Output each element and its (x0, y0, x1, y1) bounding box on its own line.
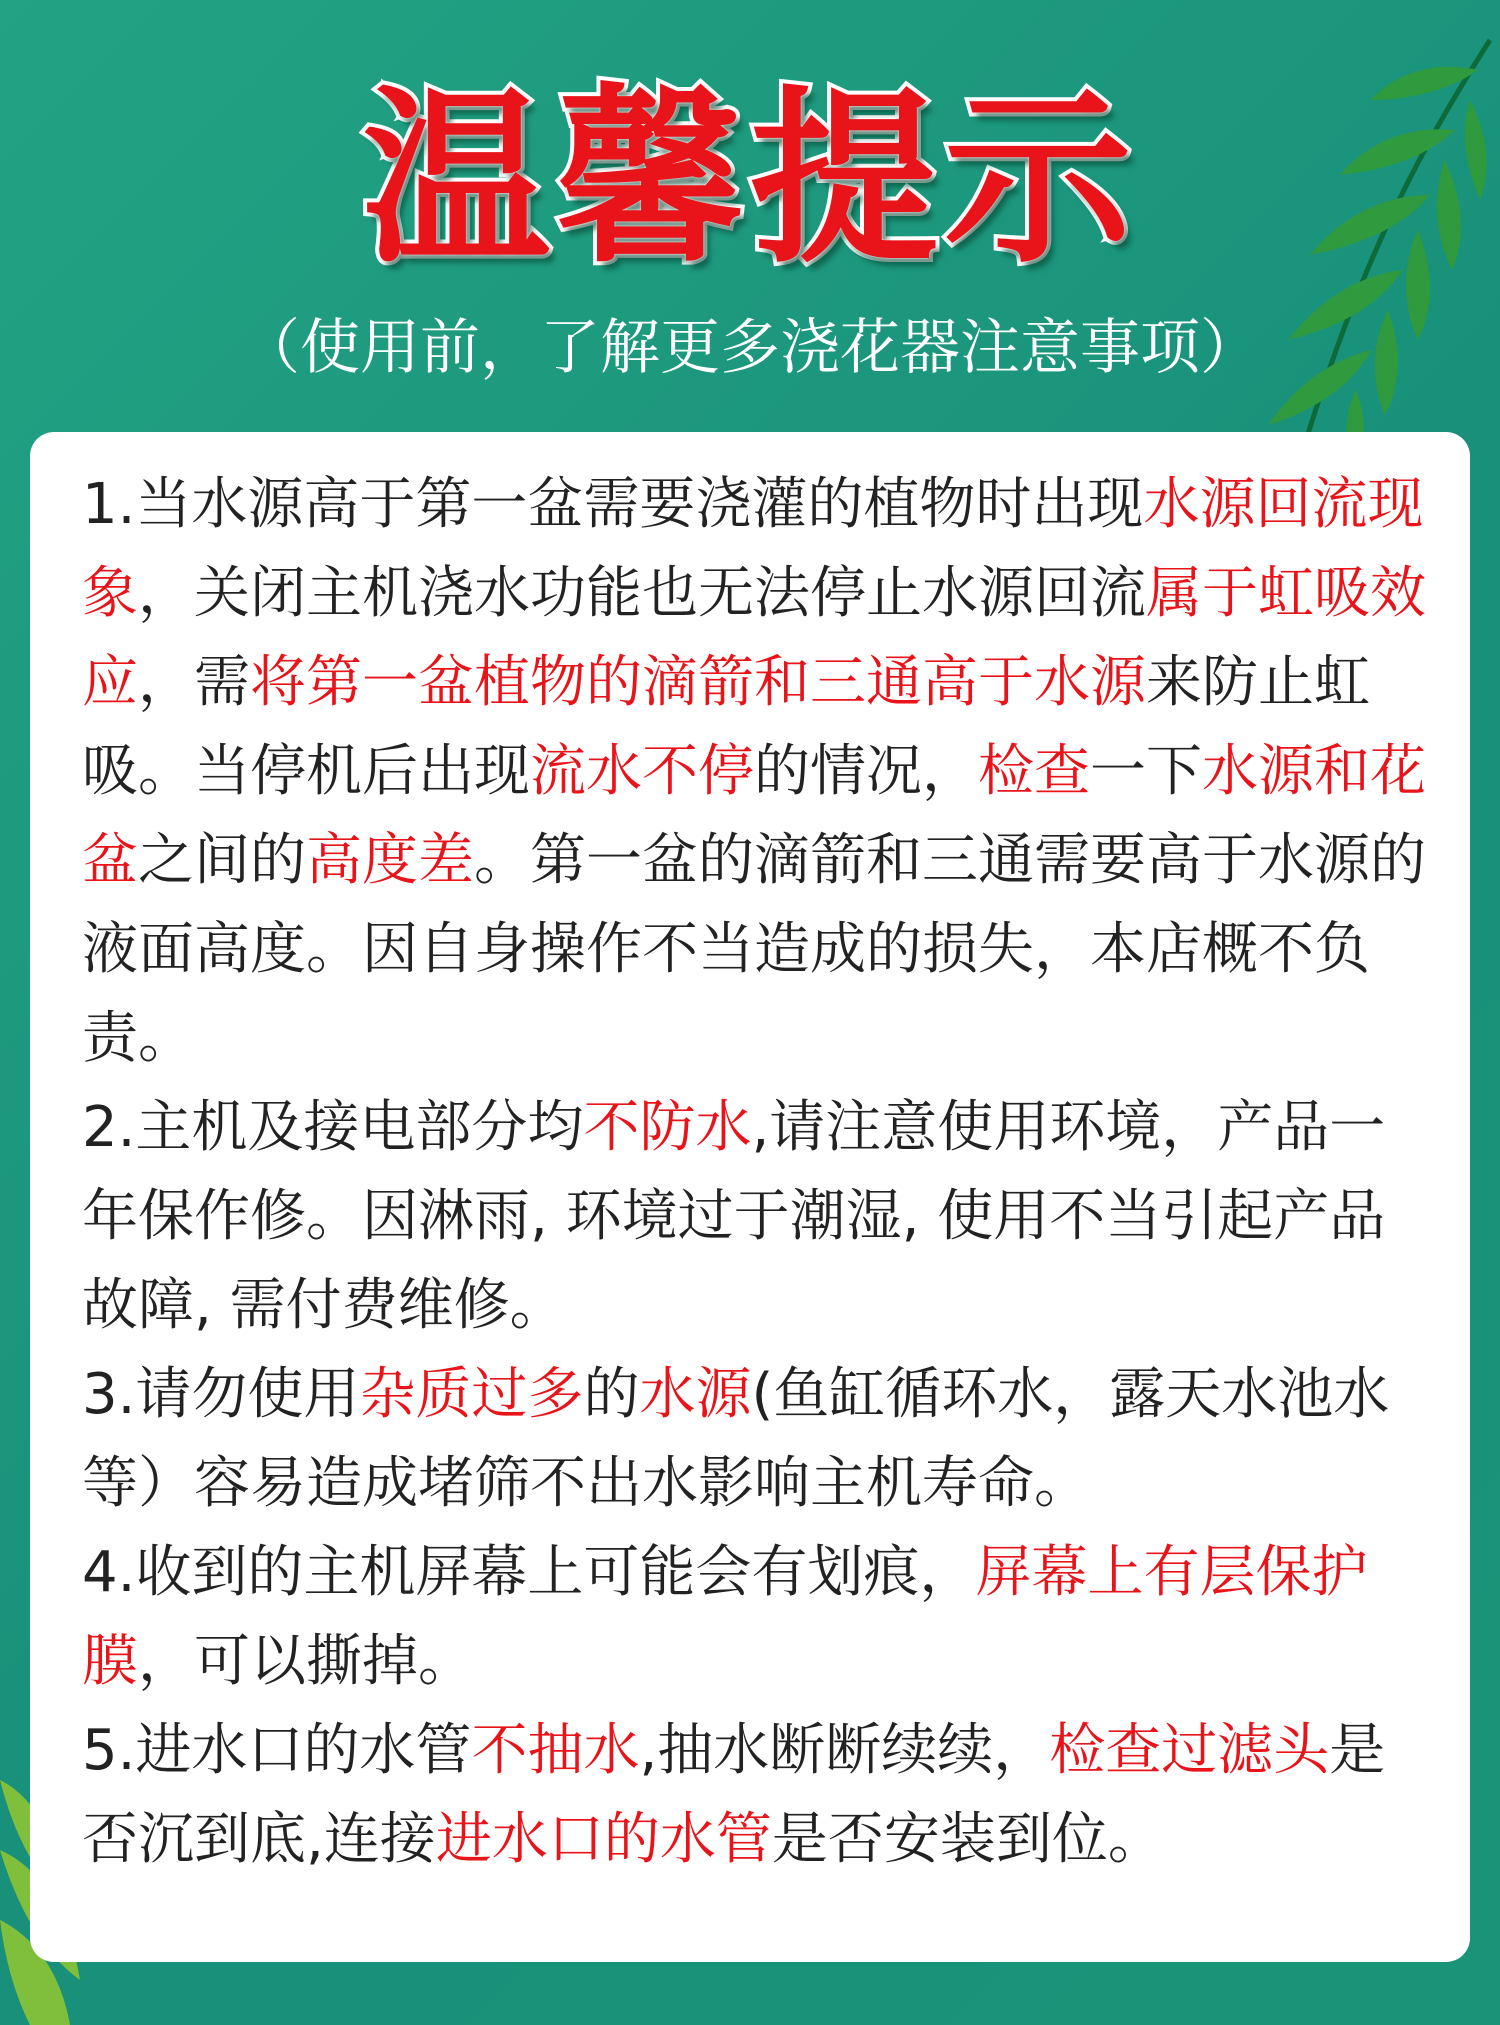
highlight-text: 杂质过多 (359, 1362, 584, 1427)
notice-content (82, 460, 1432, 1884)
highlight-text: 将第一盆植物的滴箭和三通高于水源 (250, 650, 1146, 715)
highlight-text: 流水不停 (530, 739, 754, 804)
notice-card (30, 432, 1470, 1962)
body-text: 1.当水源高于第一盆需要浇灌的植物时出现 (82, 472, 1144, 537)
body-text: 4.收到的主机屏幕上可能会有划痕， (82, 1540, 976, 1605)
highlight-text: 进水口的水管 (435, 1807, 772, 1872)
notice-item-2 (82, 1083, 1432, 1350)
body-text: 之间的 (138, 828, 306, 893)
body-text: 一下 (1090, 739, 1202, 804)
highlight-text: 水源和花盆 (82, 739, 1426, 893)
body-text: 3.请勿使用 (82, 1362, 360, 1427)
body-text: 的情况， (754, 739, 978, 804)
body-text: ,请注意使用环境，产品一年保作修。因淋雨, 环境过于潮湿, 使用不当引起产品故障, 需付费维修。 (82, 1095, 1386, 1338)
notice-item-5 (82, 1706, 1432, 1884)
notice-item-1 (82, 460, 1432, 1083)
highlight-text: 属于虹吸效应 (82, 561, 1426, 715)
notice-item-4 (82, 1528, 1432, 1706)
body-text: (鱼缸循环水，露天水池水等）容易造成堵筛不出水影响主机寿命。 (82, 1362, 1390, 1516)
highlight-text: 高度差 (306, 828, 474, 893)
highlight-text: 不防水 (583, 1095, 752, 1160)
body-text: 。第一盆的滴箭和三通需要高于水源的液面高度。因自身操作不当造成的损失，本店概不负责。 (82, 828, 1426, 1071)
body-text: 是否沉到底,连接 (82, 1718, 1386, 1872)
body-text: 来防止虹吸。当停机后出现 (82, 650, 1370, 804)
highlight-text: 检查 (978, 739, 1090, 804)
highlight-text: 水源 (639, 1362, 752, 1427)
highlight-text: 水源回流现象 (82, 472, 1424, 626)
highlight-text: 屏幕上有层保护膜 (82, 1540, 1368, 1694)
body-text: 5.进水口的水管 (82, 1718, 472, 1783)
highlight-text: 检查过滤头 (1049, 1718, 1330, 1783)
highlight-text: 不抽水 (471, 1718, 640, 1783)
notice-item-3 (82, 1350, 1432, 1528)
body-text: 的 (583, 1362, 640, 1427)
page-title: 温馨提示 (362, 70, 1138, 289)
body-text: ,抽水断断续续， (639, 1718, 1050, 1783)
body-text: ，可以撕掉。 (138, 1629, 474, 1694)
body-text: 是否安装到位。 (771, 1807, 1164, 1872)
body-text: 2.主机及接电部分均 (82, 1095, 584, 1160)
body-text: ，关闭主机浇水功能也无法停止水源回流 (138, 561, 1146, 626)
body-text: ，需 (138, 650, 250, 715)
page-subtitle: （使用前，了解更多浇花器注意事项） (240, 313, 1260, 383)
